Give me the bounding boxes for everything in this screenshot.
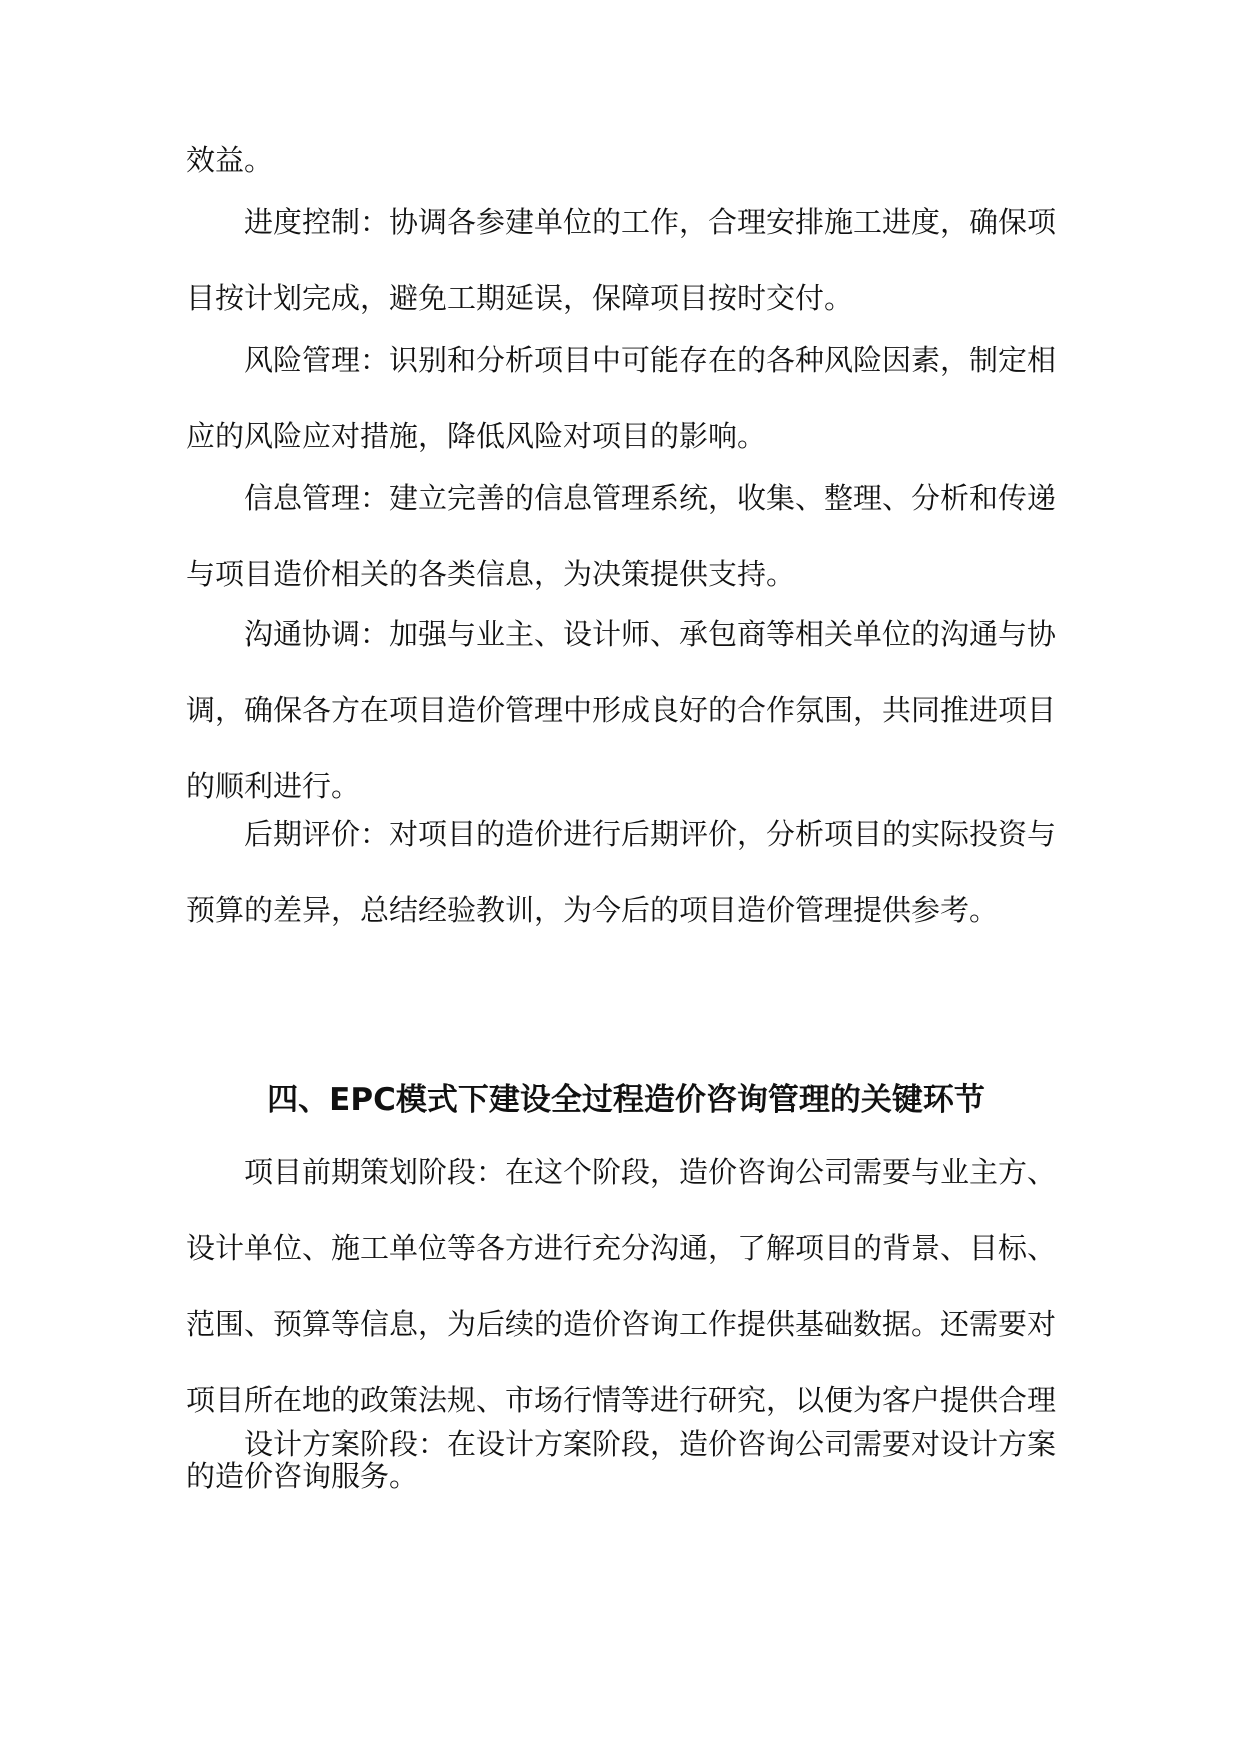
paragraph-risk-management: 风险管理：识别和分析项目中可能存在的各种风险因素，制定相应的风险应对措施，降低风险对项目的影响。	[186, 343, 1057, 453]
paragraph-continuation: 效益。	[186, 143, 274, 177]
paragraph-communication: 沟通协调：加强与业主、设计师、承包商等相关单位的沟通与协调，确保各方在项目造价管理中形成良好的合作氛围，共同推进项目的顺利进行。	[186, 617, 1057, 803]
paragraph-information-management: 信息管理：建立完善的信息管理系统，收集、整理、分析和传递与项目造价相关的各类信息，为决策提供支持。	[186, 481, 1057, 591]
paragraph-early-planning: 项目前期策划阶段：在这个阶段，造价咨询公司需要与业主方、设计单位、施工单位等各方进行充分沟通，了解项目的背景、目标、范围、预算等信息，为后续的造价咨询工作提供基础数据。还需要对项目所在地的政策法规、市场行情等进行研究，以便为客户提供合理的造价咨询服务。	[186, 1155, 1057, 1493]
paragraph-post-evaluation: 后期评价：对项目的造价进行后期评价，分析项目的实际投资与预算的差异，总结经验教训，为今后的项目造价管理提供参考。	[186, 817, 1057, 927]
paragraph-design-stage: 设计方案阶段：在设计方案阶段，造价咨询公司需要对设计方案	[244, 1427, 1057, 1461]
section-heading: 四、EPC模式下建设全过程造价咨询管理的关键环节	[267, 1082, 985, 1118]
paragraph-schedule-control: 进度控制：协调各参建单位的工作，合理安排施工进度，确保项目按计划完成，避免工期延误，保障项目按时交付。	[186, 205, 1057, 315]
